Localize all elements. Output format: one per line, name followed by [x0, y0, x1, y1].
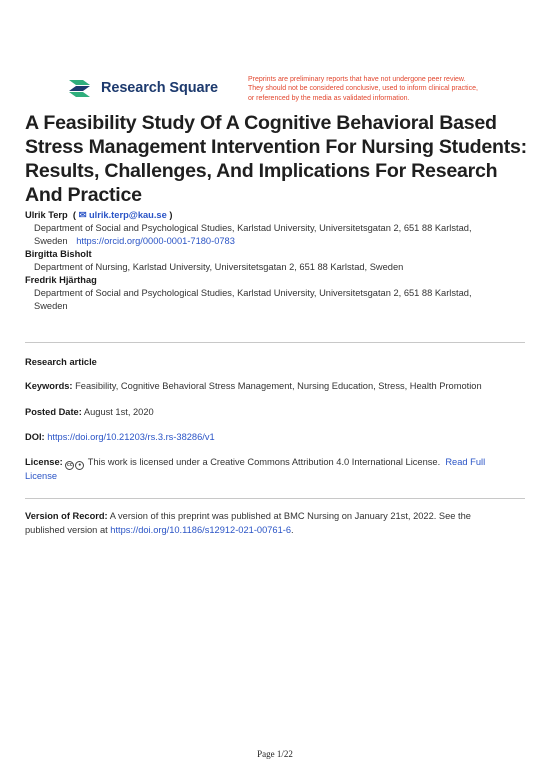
license-text: This work is licensed under a Creative Commons Attribution 4.0 International License. — [87, 457, 441, 467]
author-affiliation: Department of Social and Psychological Studies, Karlstad University, Universitetsgatan 2, 651 88 Karlstad, — [34, 223, 472, 233]
read-full-license-link-cont[interactable]: License — [25, 471, 58, 481]
keywords — [25, 380, 525, 394]
cc-by-icon: ● — [75, 461, 84, 470]
article-type — [25, 356, 525, 370]
disclaimer-line: or referenced by the media as validated information. — [248, 94, 410, 102]
keywords-label: Keywords: — [25, 381, 73, 391]
version-text-cont: published version at — [25, 524, 108, 535]
author-affiliation-cont: Sweden — [34, 301, 68, 311]
author-entry — [25, 209, 525, 248]
research-square-logo[interactable] — [66, 76, 218, 100]
article-type-label: Research article — [25, 357, 97, 367]
license — [25, 456, 525, 484]
header — [0, 72, 550, 106]
keywords-value: Feasibility, Cognitive Behavioral Stress Management, Nursing Education, Stress, Health Promotion — [75, 381, 482, 391]
page-number: Page 1/22 — [257, 749, 293, 759]
posted-date — [25, 406, 525, 420]
posted-date-value: August 1st, 2020 — [83, 407, 154, 417]
envelope-icon: ✉ — [78, 210, 87, 220]
brand-name: Research Square — [101, 80, 218, 96]
disclaimer-line: They should not be considered conclusive, used to inform clinical practice, — [248, 85, 478, 93]
doi-label: DOI: — [25, 432, 45, 442]
version-of-record — [25, 510, 525, 537]
author-list — [25, 209, 525, 313]
affiliation-country: Sweden — [34, 236, 68, 246]
license-label: License: — [25, 457, 63, 467]
research-square-logo-icon — [66, 76, 96, 100]
author-entry — [25, 248, 525, 274]
version-label: Version of Record: — [25, 511, 108, 521]
author-name: Ulrik Terp — [25, 210, 68, 220]
section-divider — [25, 342, 525, 343]
author-name: Birgitta Bisholt — [25, 249, 92, 259]
doi — [25, 431, 525, 445]
corresponding-email[interactable]: ( ✉ ulrik.terp@kau.se ) — [70, 210, 173, 220]
version-text: A version of this preprint was published at BMC Nursing on January 21st, 2022. See the — [109, 511, 471, 521]
author-entry — [25, 274, 525, 313]
author-name: Fredrik Hjärthag — [25, 275, 97, 285]
paper-title: A Feasibility Study Of A Cognitive Behavioral Based Stress Management Intervention For Nursing Students: Results, Challenges, And Implications For Research And Practice — [25, 112, 527, 206]
posted-date-label: Posted Date: — [25, 407, 82, 417]
doi-link[interactable]: https://doi.org/10.21203/rs.3.rs-38286/v1 — [47, 432, 215, 442]
author-affiliation-cont — [25, 235, 525, 248]
read-full-license-link[interactable]: Read Full — [445, 457, 486, 467]
version-end: . — [291, 524, 294, 535]
cc-icon: cc — [67, 462, 73, 468]
published-version-link[interactable]: https://doi.org/10.1186/s12912-021-00761-6 — [110, 524, 292, 535]
orcid-link[interactable]: https://orcid.org/0000-0001-7180-0783 — [76, 236, 235, 246]
author-affiliation: Department of Social and Psychological Studies, Karlstad University, Universitetsgatan 2, 651 88 Karlstad, — [34, 288, 472, 298]
preprint-disclaimer — [248, 75, 508, 103]
disclaimer-line: Preprints are preliminary reports that have not undergone peer review. — [248, 76, 466, 83]
author-email-link[interactable]: ulrik.terp@kau.se — [88, 210, 167, 220]
section-divider — [25, 498, 525, 499]
author-affiliation: Department of Nursing, Karlstad University, Universitetsgatan 2, 651 88 Karlstad, Sweden — [34, 262, 404, 272]
